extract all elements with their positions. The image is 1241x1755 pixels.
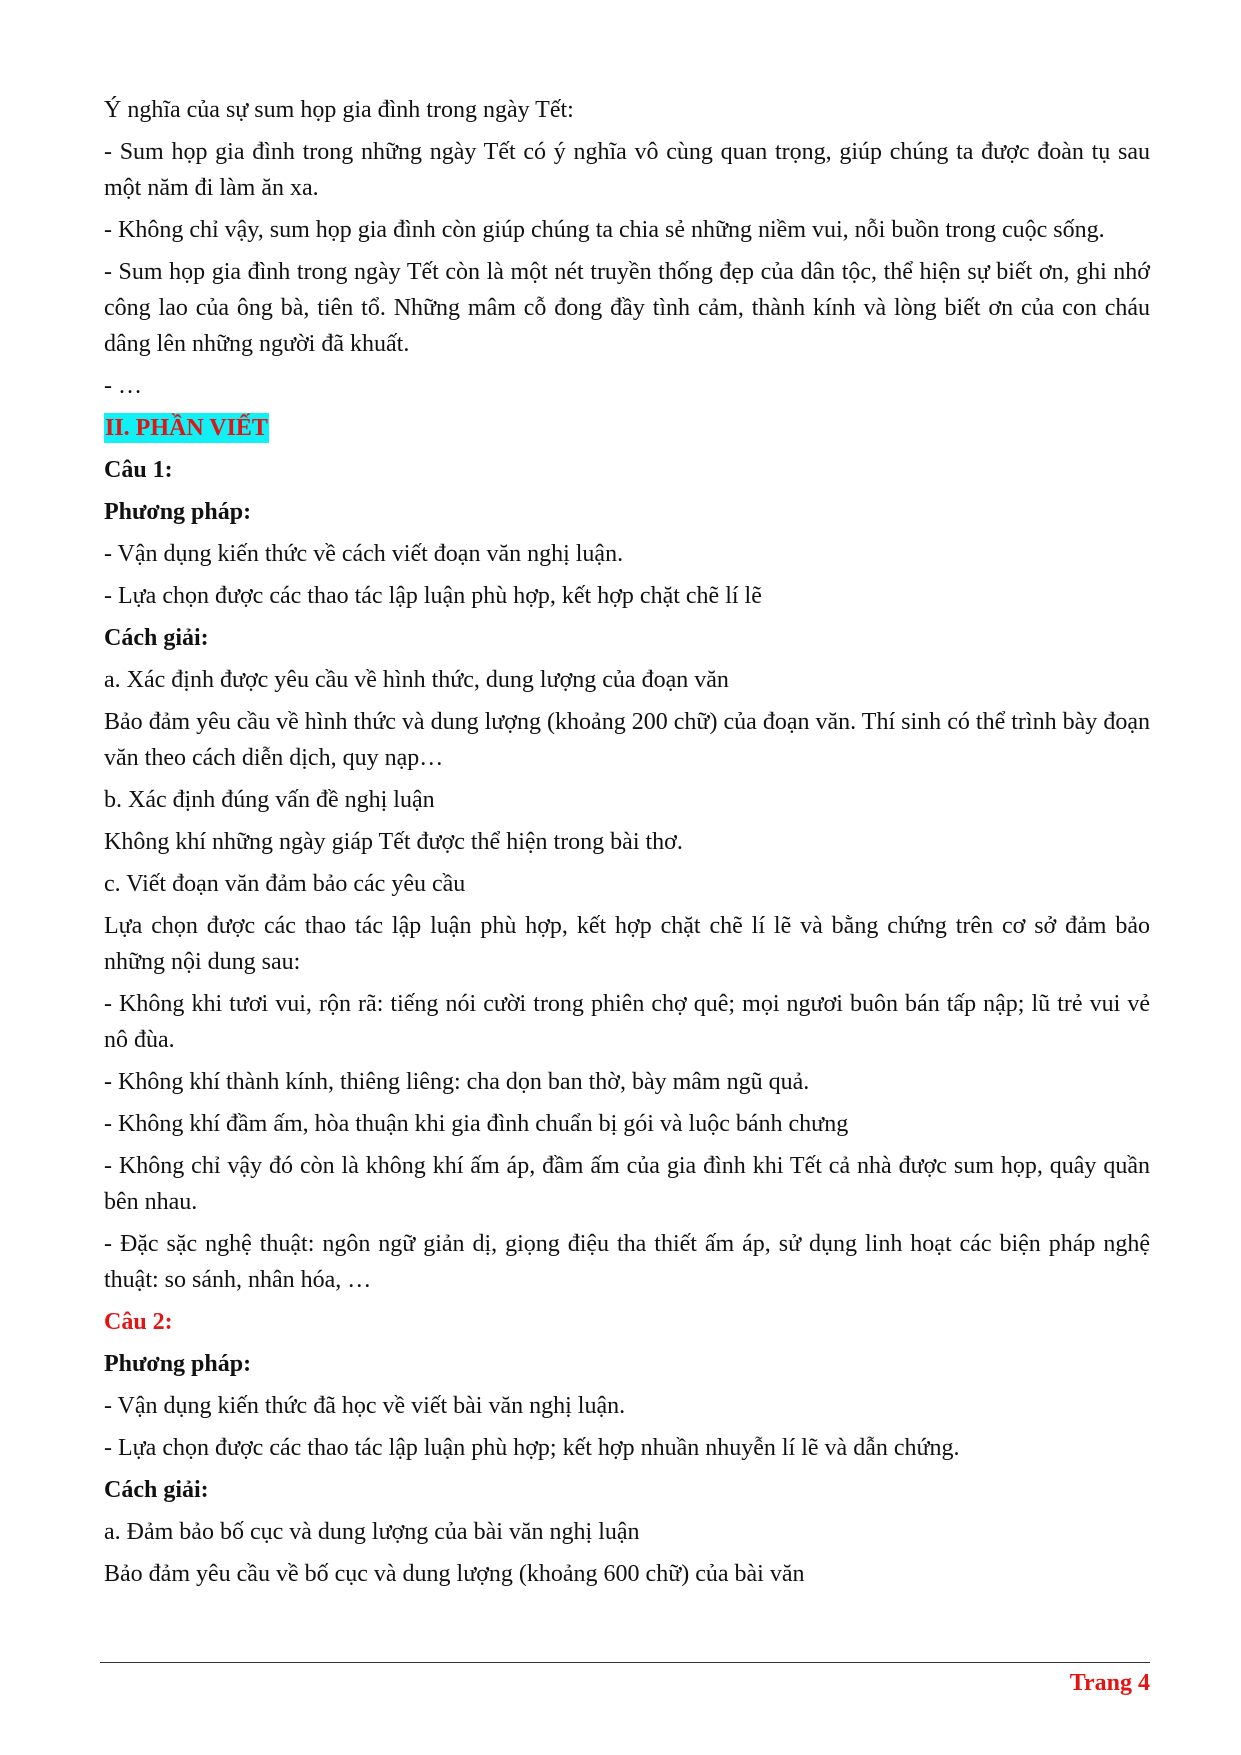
cau1-solution-item: - Không khí thành kính, thiêng liêng: cha dọn ban thờ, bày mâm ngũ quả. bbox=[104, 1069, 810, 1095]
footer-divider bbox=[100, 1662, 1150, 1663]
cau1-title: Câu 1: bbox=[104, 457, 173, 483]
cau1-solution-item: a. Xác định được yêu cầu về hình thức, dung lượng của đoạn văn bbox=[104, 667, 729, 693]
cau2-method-heading: Phương pháp: bbox=[104, 1351, 252, 1377]
cau1-solution-item: Bảo đảm yêu cầu về hình thức và dung lượng (khoảng 200 chữ) của đoạn văn. Thí sinh có thể trình bày đoạn văn theo cách diễn dịch, quy nạp… bbox=[104, 709, 1150, 771]
cau2-solution-heading: Cách giải: bbox=[104, 1477, 209, 1503]
cau2-method-item: - Lựa chọn được các thao tác lập luận phù hợp; kết hợp nhuần nhuyễn lí lẽ và dẫn chứng. bbox=[104, 1435, 960, 1461]
cau1-solution-item: - Không chỉ vậy đó còn là không khí ấm áp, đầm ấm của gia đình khi Tết cả nhà được sum họp, quây quần bên nhau. bbox=[104, 1153, 1150, 1215]
cau1-solution-item: c. Viết đoạn văn đảm bảo các yêu cầu bbox=[104, 871, 466, 897]
cau1-method-item: - Vận dụng kiến thức về cách viết đoạn văn nghị luận. bbox=[104, 541, 624, 567]
section-heading-wrap bbox=[104, 410, 1150, 446]
cau2-solution-item: a. Đảm bảo bố cục và dung lượng của bài văn nghị luận bbox=[104, 1519, 640, 1545]
intro-point-3: - Sum họp gia đình trong ngày Tết còn là một nét truyền thống đẹp của dân tộc, thể hiện sự biết ơn, ghi nhớ công lao của ông bà, tiên tổ. Những mâm cỗ đong đầy tình cảm, thành kính và lòng biết ơn của con cháu dâng lên những người đã khuất. bbox=[104, 259, 1150, 357]
cau1-solution-item: - Không khi tươi vui, rộn rã: tiếng nói cười trong phiên chợ quê; mọi ngươi buôn bán tấp nập; lũ trẻ vui vẻ nô đùa. bbox=[104, 991, 1150, 1053]
cau1-solution-item: Không khí những ngày giáp Tết được thể hiện trong bài thơ. bbox=[104, 829, 683, 855]
cau1-solution-item: b. Xác định đúng vấn đề nghị luận bbox=[104, 787, 435, 813]
cau1-solution-item: - Đặc sặc nghệ thuật: ngôn ngữ giản dị, giọng điệu tha thiết ấm áp, sử dụng linh hoạt các biện pháp nghệ thuật: so sánh, nhân hóa, … bbox=[104, 1231, 1150, 1293]
cau1-solution-item: Lựa chọn được các thao tác lập luận phù hợp, kết hợp chặt chẽ lí lẽ và bằng chứng trên cơ sở đảm bảo những nội dung sau: bbox=[104, 913, 1150, 975]
intro-heading: Ý nghĩa của sự sum họp gia đình trong ngày Tết: bbox=[104, 97, 574, 123]
document-body bbox=[104, 92, 1150, 1598]
cau1-solution-item: - Không khí đầm ấm, hòa thuận khi gia đình chuẩn bị gói và luộc bánh chưng bbox=[104, 1111, 849, 1137]
page-number: Trang 4 bbox=[1069, 1670, 1150, 1696]
cau1-solution-heading: Cách giải: bbox=[104, 625, 209, 651]
intro-point-2: - Không chỉ vậy, sum họp gia đình còn giúp chúng ta chia sẻ những niềm vui, nỗi buồn trong cuộc sống. bbox=[104, 217, 1105, 243]
cau2-method-item: - Vận dụng kiến thức đã học về viết bài văn nghị luận. bbox=[104, 1393, 626, 1419]
intro-ellipsis: - … bbox=[104, 373, 142, 399]
cau1-method-item: - Lựa chọn được các thao tác lập luận phù hợp, kết hợp chặt chẽ lí lẽ bbox=[104, 583, 762, 609]
intro-point-1: - Sum họp gia đình trong những ngày Tết có ý nghĩa vô cùng quan trọng, giúp chúng ta được đoàn tụ sau một năm đi làm ăn xa. bbox=[104, 139, 1150, 201]
cau2-solution-item: Bảo đảm yêu cầu về bố cục và dung lượng (khoảng 600 chữ) của bài văn bbox=[104, 1561, 805, 1587]
cau2-title: Câu 2: bbox=[104, 1309, 173, 1335]
cau1-method-heading: Phương pháp: bbox=[104, 499, 252, 525]
section-heading: II. PHẦN VIẾT bbox=[105, 415, 268, 441]
